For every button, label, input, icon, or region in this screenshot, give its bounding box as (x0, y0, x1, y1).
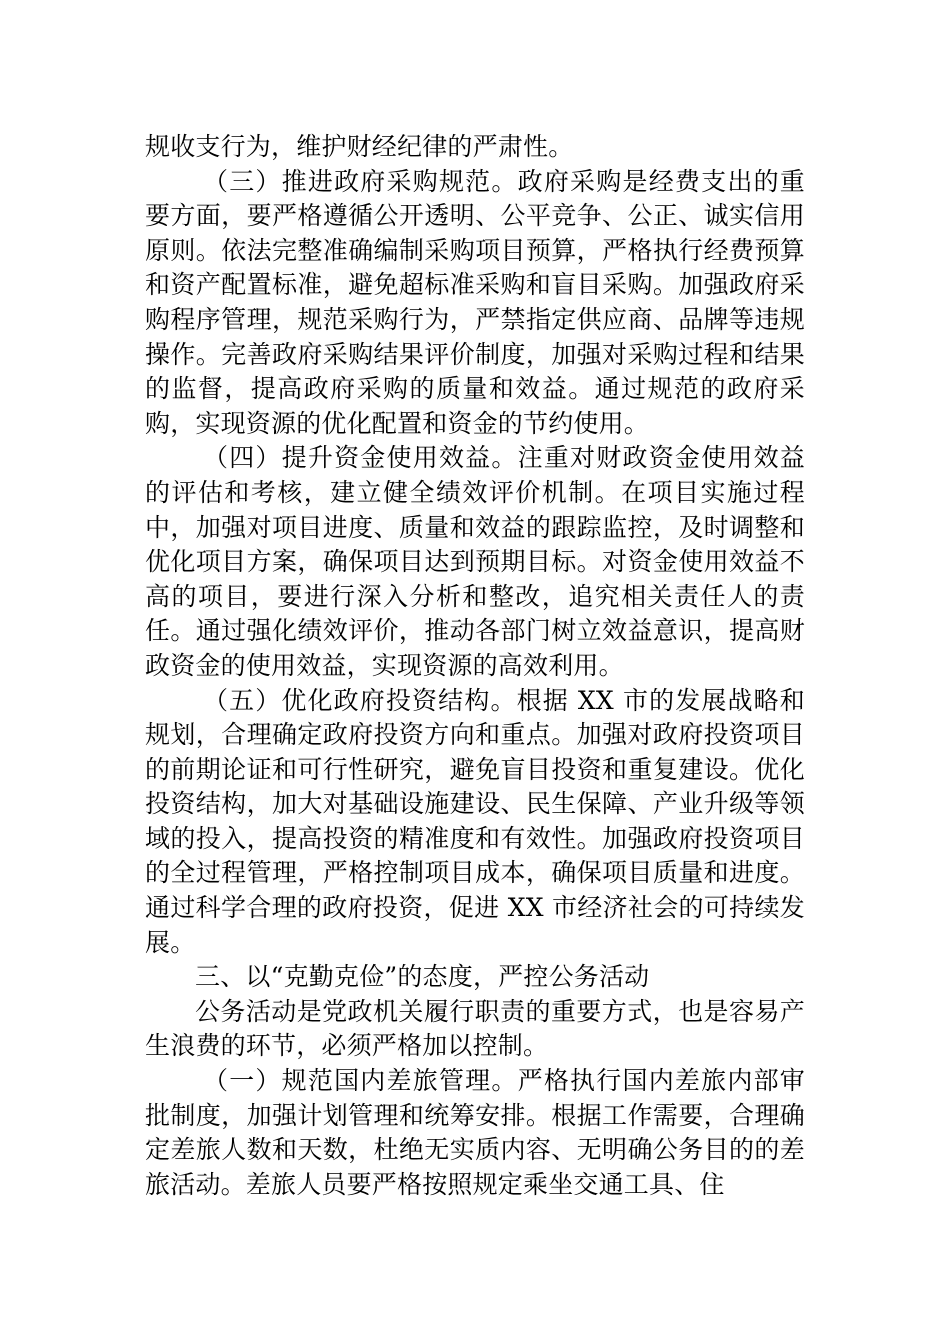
section-heading-official-activities: 三、以“克勤克俭”的态度，严控公务活动 (195, 962, 650, 992)
document-body (145, 130, 805, 1202)
paragraph-investment-structure: （五）优化政府投资结构。根据 XX 市的发展战略和规划，合理确定政府投资方向和重点。加强对政府投资项目的前期论证和可行性研究，避免盲目投资和重复建设。优化投资结构，加大对基础设施建设、民生保障、产业升级等领域的投入，提高投资的精准度和有效性。加强政府投资项目的全过程管理，严格控制项目成本，确保项目质量和进度。通过科学合理的政府投资，促进 XX 市经济社会的可持续发展。 (145, 685, 805, 957)
paragraph-fund-efficiency: （四）提升资金使用效益。注重对财政资金使用效益的评估和考核，建立健全绩效评价机制。在项目实施过程中，加强对项目进度、质量和效益的跟踪监控，及时调整和优化项目方案，确保项目达到预期目标。对资金使用效益不高的项目，要进行深入分析和整改，追究相关责任人的责任。通过强化绩效评价，推动各部门树立效益意识，提高财政资金的使用效益，实现资源的高效利用。 (145, 443, 805, 680)
paragraph-continuation: 规收支行为，维护财经纪律的严肃性。 (145, 132, 574, 161)
paragraph-government-procurement: （三）推进政府采购规范。政府采购是经费支出的重要方面，要严格遵循公开透明、公平竞争、公正、诚实信用原则。依法完整准确编制采购项目预算，严格执行经费预算和资产配置标准，避免超标准采购和盲目采购。加强政府采购程序管理，规范采购行为，严禁指定供应商、品牌等违规操作。完善政府采购结果评价制度，加强对采购过程和结果的监督，提高政府采购的质量和效益。通过规范的政府采购，实现资源的优化配置和资金的节约使用。 (145, 166, 805, 438)
paragraph-official-activities-intro: 公务活动是党政机关履行职责的重要方式，也是容易产生浪费的环节，必须严格加以控制。 (145, 996, 805, 1061)
paragraph-domestic-travel: （一）规范国内差旅管理。严格执行国内差旅内部审批制度，加强计划管理和统筹安排。根据工作需要，合理确定差旅人数和天数，杜绝无实质内容、无明确公务目的的差旅活动。差旅人员要严格按照规定乘坐交通工具、住 (145, 1066, 805, 1199)
